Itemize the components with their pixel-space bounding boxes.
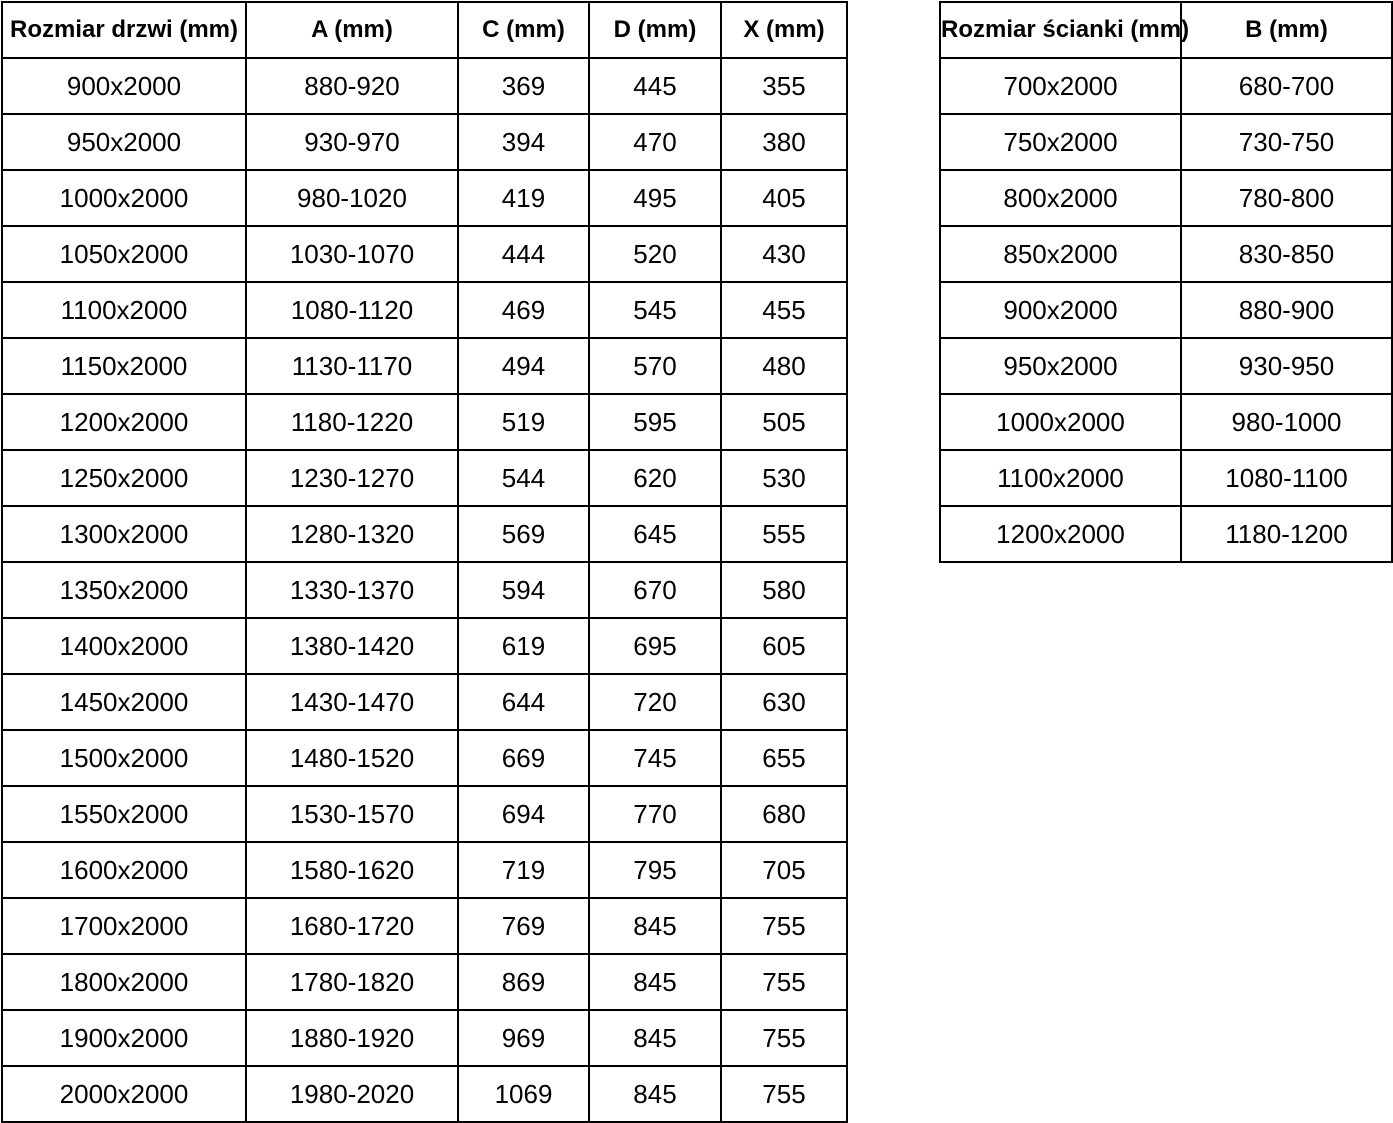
table-cell: 1200x2000 <box>940 506 1181 562</box>
table-cell: 795 <box>589 842 721 898</box>
table-cell: 1069 <box>458 1066 589 1122</box>
table-cell: 619 <box>458 618 589 674</box>
table-row <box>940 450 1392 506</box>
table-cell: 405 <box>721 170 847 226</box>
table-cell: 394 <box>458 114 589 170</box>
table-cell: 530 <box>721 450 847 506</box>
table-row <box>2 842 847 898</box>
table-row <box>2 338 847 394</box>
table-row <box>2 394 847 450</box>
table-cell: 444 <box>458 226 589 282</box>
table-cell: 469 <box>458 282 589 338</box>
table-cell: 869 <box>458 954 589 1010</box>
table-cell: 470 <box>589 114 721 170</box>
table-cell: 1780-1820 <box>246 954 458 1010</box>
table-row <box>2 450 847 506</box>
table-cell: 369 <box>458 58 589 114</box>
table-cell: 930-950 <box>1181 338 1392 394</box>
table-cell: 1400x2000 <box>2 618 246 674</box>
table-row <box>940 58 1392 114</box>
table-cell: 455 <box>721 282 847 338</box>
table-cell: 1100x2000 <box>2 282 246 338</box>
table-cell: 630 <box>721 674 847 730</box>
table-cell: 845 <box>589 1010 721 1066</box>
table-cell: 694 <box>458 786 589 842</box>
table-cell: 900x2000 <box>2 58 246 114</box>
table-cell: 1180-1220 <box>246 394 458 450</box>
table-cell: 1700x2000 <box>2 898 246 954</box>
table-cell: 830-850 <box>1181 226 1392 282</box>
table-cell: 605 <box>721 618 847 674</box>
table-cell: 380 <box>721 114 847 170</box>
table-cell: 900x2000 <box>940 282 1181 338</box>
table-row <box>2 898 847 954</box>
table-cell: 1080-1100 <box>1181 450 1392 506</box>
column-header: B (mm) <box>1181 2 1392 58</box>
table-cell: 655 <box>721 730 847 786</box>
table-cell: 505 <box>721 394 847 450</box>
table-row <box>2 562 847 618</box>
table-cell: 880-900 <box>1181 282 1392 338</box>
table-cell: 1480-1520 <box>246 730 458 786</box>
table-cell: 1050x2000 <box>2 226 246 282</box>
table-cell: 1900x2000 <box>2 1010 246 1066</box>
wall-size-table <box>939 1 1393 563</box>
table-cell: 594 <box>458 562 589 618</box>
table-cell: 1380-1420 <box>246 618 458 674</box>
table-cell: 755 <box>721 954 847 1010</box>
column-header: X (mm) <box>721 2 847 58</box>
table-cell: 569 <box>458 506 589 562</box>
table-cell: 494 <box>458 338 589 394</box>
table-row <box>2 1066 847 1122</box>
table-cell: 1350x2000 <box>2 562 246 618</box>
table-cell: 620 <box>589 450 721 506</box>
table-cell: 1500x2000 <box>2 730 246 786</box>
table-cell: 1150x2000 <box>2 338 246 394</box>
table-cell: 445 <box>589 58 721 114</box>
column-header: Rozmiar ścianki (mm) <box>940 2 1181 58</box>
table-cell: 680 <box>721 786 847 842</box>
table-cell: 544 <box>458 450 589 506</box>
table-cell: 1580-1620 <box>246 842 458 898</box>
table-cell: 1250x2000 <box>2 450 246 506</box>
table-row <box>2 730 847 786</box>
table-cell: 730-750 <box>1181 114 1392 170</box>
table-row <box>2 786 847 842</box>
table-cell: 1680-1720 <box>246 898 458 954</box>
table-cell: 980-1020 <box>246 170 458 226</box>
table-cell: 755 <box>721 1066 847 1122</box>
table-cell: 644 <box>458 674 589 730</box>
table-cell: 595 <box>589 394 721 450</box>
table-cell: 355 <box>721 58 847 114</box>
table-row <box>2 114 847 170</box>
table-cell: 719 <box>458 842 589 898</box>
header-row <box>2 2 847 58</box>
table-row <box>2 282 847 338</box>
table-cell: 1330-1370 <box>246 562 458 618</box>
table-cell: 950x2000 <box>2 114 246 170</box>
table-cell: 755 <box>721 1010 847 1066</box>
table-cell: 1600x2000 <box>2 842 246 898</box>
table-cell: 1530-1570 <box>246 786 458 842</box>
table-cell: 700x2000 <box>940 58 1181 114</box>
table-cell: 720 <box>589 674 721 730</box>
table-cell: 980-1000 <box>1181 394 1392 450</box>
table-cell: 580 <box>721 562 847 618</box>
table-cell: 545 <box>589 282 721 338</box>
table-cell: 1430-1470 <box>246 674 458 730</box>
table-cell: 705 <box>721 842 847 898</box>
table-row <box>2 954 847 1010</box>
table-cell: 1450x2000 <box>2 674 246 730</box>
table-cell: 800x2000 <box>940 170 1181 226</box>
table-row <box>940 114 1392 170</box>
table-cell: 1300x2000 <box>2 506 246 562</box>
table-cell: 845 <box>589 954 721 1010</box>
column-header: C (mm) <box>458 2 589 58</box>
table-cell: 1980-2020 <box>246 1066 458 1122</box>
table-cell: 1200x2000 <box>2 394 246 450</box>
table-cell: 755 <box>721 898 847 954</box>
table-cell: 1800x2000 <box>2 954 246 1010</box>
table-row <box>940 338 1392 394</box>
table-cell: 519 <box>458 394 589 450</box>
table-cell: 2000x2000 <box>2 1066 246 1122</box>
table-cell: 1180-1200 <box>1181 506 1392 562</box>
table-cell: 769 <box>458 898 589 954</box>
column-header: A (mm) <box>246 2 458 58</box>
table-cell: 1280-1320 <box>246 506 458 562</box>
table-row <box>940 282 1392 338</box>
header-row <box>940 2 1392 58</box>
table-cell: 669 <box>458 730 589 786</box>
table-cell: 1230-1270 <box>246 450 458 506</box>
table-cell: 969 <box>458 1010 589 1066</box>
table-cell: 645 <box>589 506 721 562</box>
table-row <box>2 618 847 674</box>
table-cell: 1000x2000 <box>2 170 246 226</box>
table-cell: 520 <box>589 226 721 282</box>
table-row <box>940 506 1392 562</box>
table-cell: 480 <box>721 338 847 394</box>
table-cell: 419 <box>458 170 589 226</box>
table-cell: 780-800 <box>1181 170 1392 226</box>
column-header: D (mm) <box>589 2 721 58</box>
table-row <box>2 1010 847 1066</box>
table-cell: 1000x2000 <box>940 394 1181 450</box>
table-cell: 695 <box>589 618 721 674</box>
table-cell: 1130-1170 <box>246 338 458 394</box>
table-cell: 770 <box>589 786 721 842</box>
table-cell: 680-700 <box>1181 58 1392 114</box>
table-row <box>940 170 1392 226</box>
table-row <box>2 506 847 562</box>
table-cell: 570 <box>589 338 721 394</box>
table-cell: 1030-1070 <box>246 226 458 282</box>
table-cell: 950x2000 <box>940 338 1181 394</box>
table-row <box>940 226 1392 282</box>
table-row <box>2 674 847 730</box>
table-cell: 555 <box>721 506 847 562</box>
table-cell: 845 <box>589 898 721 954</box>
table-cell: 845 <box>589 1066 721 1122</box>
door-size-table <box>1 1 848 1123</box>
table-cell: 1550x2000 <box>2 786 246 842</box>
table-cell: 1080-1120 <box>246 282 458 338</box>
table-cell: 850x2000 <box>940 226 1181 282</box>
table-cell: 430 <box>721 226 847 282</box>
table-cell: 750x2000 <box>940 114 1181 170</box>
table-cell: 670 <box>589 562 721 618</box>
table-cell: 930-970 <box>246 114 458 170</box>
table-cell: 1880-1920 <box>246 1010 458 1066</box>
table-cell: 1100x2000 <box>940 450 1181 506</box>
column-header: Rozmiar drzwi (mm) <box>2 2 246 58</box>
table-row <box>2 170 847 226</box>
table-cell: 880-920 <box>246 58 458 114</box>
table-cell: 745 <box>589 730 721 786</box>
table-cell: 495 <box>589 170 721 226</box>
table-row <box>940 394 1392 450</box>
table-row <box>2 58 847 114</box>
table-row <box>2 226 847 282</box>
